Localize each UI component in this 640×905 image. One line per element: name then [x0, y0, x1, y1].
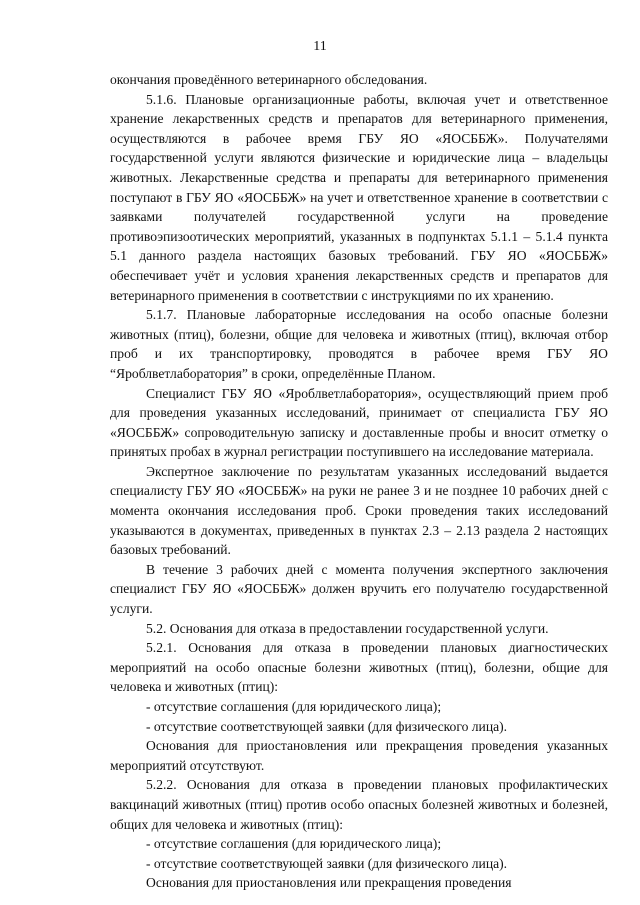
paragraph-5-1-6: 5.1.6. Плановые организационные работы, включая учет и ответственное хранение лекарственных средств и препаратов для ветеринарного применения, осуществляются в рабочее время ГБУ ЯО «ЯОСББЖ». Получателями государственной услуги являются физические и юридические лица – владельцы животных. Лекарственные средства и препараты для ветеринарного применения поступают в ГБУ ЯО «ЯОСББЖ» на учет и ответственное хранение в соответствии с заявками получателей государственной услуги на проведение противоэпизоотических мероприятий, указанных в подпунктах 5.1.1 – 5.1.4 пункта 5.1 данного раздела настоящих базовых требований. ГБУ ЯО «ЯОСББЖ» обеспечивает учёт и условия хранения лекарственных средств и препаратов для ветеринарного применения в соответствии с инструкциями по их хранению. [110, 91, 608, 303]
paragraph-lab-specialist: Специалист ГБУ ЯО «Яроблветлаборатория», осуществляющий прием проб для проведения указанных исследований, принимает от специалиста ГБУ ЯО «ЯОСББЖ» сопроводительную записку и доставленные пробы и вносит отметку о принятых пробах в журнал регистрации поступившего на исследование материала. [110, 385, 608, 460]
paragraph-5-2: 5.2. Основания для отказа в предоставлении государственной услуги. [146, 620, 549, 636]
paragraph-5-2-1: 5.2.1. Основания для отказа в проведении плановых диагностических мероприятий на особо опасные болезни животных (птиц), болезни, общие для человека и животных (птиц): [110, 640, 608, 695]
paragraph-delivery-term: В течение 3 рабочих дней с момента получения экспертного заключения специалист ГБУ ЯО «ЯОСББЖ» должен вручить его получателю государственной услуги. [110, 561, 608, 617]
paragraph-continuation: окончания проведённого ветеринарного обследования. [110, 72, 428, 87]
paragraph-5-2-2: 5.2.2. Основания для отказа в проведении плановых профилактических вакцинаций животных (птиц) против особо опасных болезней животных и болезней, общих для человека и животных (птиц): [110, 777, 608, 832]
list-item: - отсутствие соответствующей заявки (для физического лица). [146, 718, 508, 734]
list-item: - отсутствие соглашения (для юридического лица); [146, 699, 442, 714]
paragraph-suspension-start: Основания для приостановления или прекращения проведения [146, 875, 512, 891]
document-body [110, 70, 608, 893]
page-number: 11 [313, 39, 327, 54]
list-item: - отсутствие соответствующей заявки (для физического лица). [146, 855, 508, 871]
paragraph-no-suspension: Основания для приостановления или прекращения проведения указанных мероприятий отсутствуют. [110, 738, 608, 773]
paragraph-expert-conclusion: Экспертное заключение по результатам указанных исследований выдается специалисту ГБУ ЯО «ЯОСББЖ» на руки не ранее 3 и не позднее 10 рабочих дней с момента окончания исследования проб. Сроки проведения таких исследований указываются в документах, приведенных в пунктах 2.3 – 2.13 раздела 2 настоящих базовых требований. [110, 463, 608, 558]
paragraph-5-1-7: 5.1.7. Плановые лабораторные исследования на особо опасные болезни животных (птиц), болезни, общие для человека и животных (птиц), включая отбор проб и их транспортировку, проводятся в рабочее время ГБУ ЯО “Яроблветлаборатория” в сроки, определённые Планом. [110, 307, 608, 381]
list-item: - отсутствие соглашения (для юридического лица); [146, 836, 442, 852]
